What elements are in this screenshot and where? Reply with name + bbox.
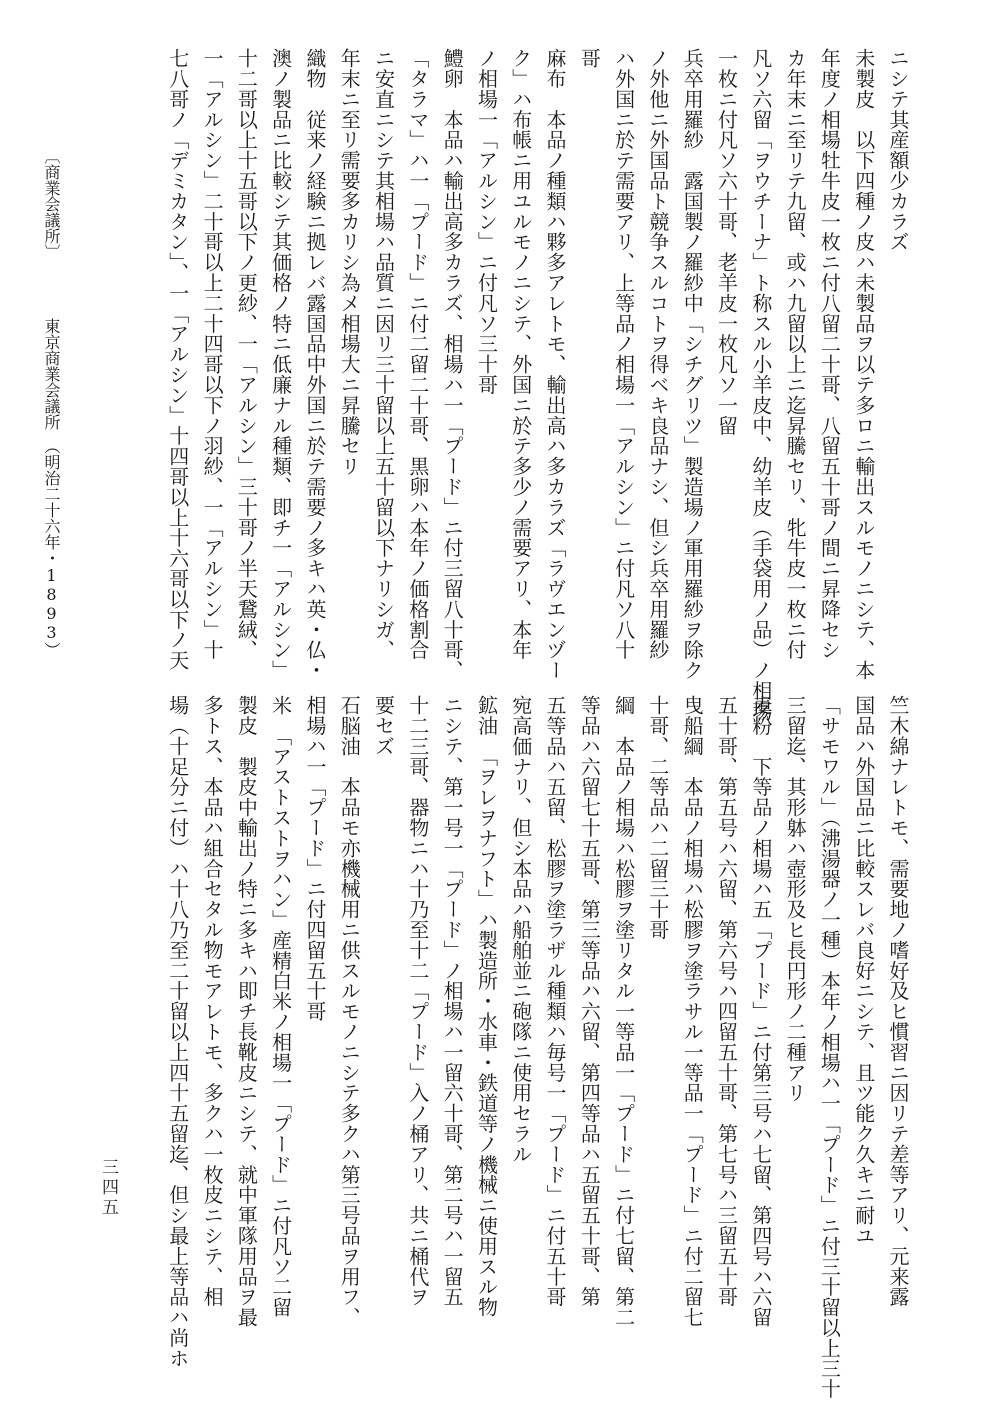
- text-line: 国品ハ外国品ニ比較スレバ良好ニシテ、且ツ能ク久キニ耐ユ: [851, 695, 876, 1246]
- text-line: ニシテ、第一号一「プード」ノ相場ハ一留六十哥、第二号ハ一留五: [440, 695, 465, 1307]
- text-line: 等品ハ六留七十五哥、第三等品ハ六留、第四等品ハ五留五十哥、第: [577, 695, 602, 1307]
- text-line: 哥: [577, 48, 602, 69]
- text-line: 年度ノ相場牡牛皮一枚ニ付八留二十哥、八留五十哥ノ間ニ昇降セシ: [817, 48, 842, 660]
- text-line: カ年末ニ至リテ九留、或ハ九留以上ニ迄昇騰セリ、牝牛皮一枚ニ付: [783, 48, 808, 660]
- text-line: 鉱油 「ヲレヲナフト」ハ製造所・水車・鉄道等ノ機械ニ使用スル物: [474, 695, 499, 1318]
- text-line: 兵卒用羅紗 露国製ノ羅紗中「シチグリツ」製造場ノ軍用羅紗ヲ除ク: [680, 48, 705, 681]
- text-line: 場（十足分ニ付）ハ十八乃至二十留以上四十五留迄、但シ最上等品ハ尚ホ: [165, 695, 190, 1369]
- text-line: 鱧卵 本品ハ輸出高多カラズ、相場ハ一「プード」ニ付三留八十哥、: [440, 48, 465, 681]
- text-line: 五十哥、第五号ハ六留、第六号ハ四留五十哥、第七号ハ三留五十哥: [714, 695, 739, 1307]
- text-line: 曳船綱 本品ノ相場ハ松膠ヲ塗ラサル一等品一「プード」ニ付二留七: [680, 695, 705, 1328]
- text-line: 相場ハ一「プード」ニ付四留五十哥: [302, 695, 327, 1022]
- text-line: 一「アルシン」二十哥以上二十四哥以下ノ羽紗、一「アルシン」十: [200, 48, 225, 660]
- text-line: ニシテ其産額少カラズ: [886, 48, 910, 252]
- text-line: 十二三哥、器物ニハ十乃至十二「プード」入ノ桶アリ、共ニ桶代ヲ: [405, 695, 430, 1307]
- lower-text-block: [105, 695, 915, 1399]
- text-line: 「サモワル」（沸湯器ノ一種）本年ノ相場ハ一「プード」ニ付三十留以上三十: [817, 695, 842, 1399]
- text-line: 年末ニ至リ需要多カリシ為メ相場大ニ昇騰セリ: [337, 48, 362, 477]
- text-line: 五等品ハ五留、松膠ヲ塗ラザル種類ハ毎号一「プード」ニ付五十哥: [543, 695, 568, 1307]
- text-line: 米 「アストストヲハン」産精白米ノ相場一「プード」ニ付凡ソ二留: [268, 695, 293, 1318]
- publisher-label: 東京商業会議所 （明治二十六年・1893）: [42, 318, 61, 658]
- text-line: 澳ノ製品ニ比較シテ其価格ノ特ニ低廉ナル種類、即チ一「アルシン」: [268, 48, 293, 681]
- text-line: ニ安直ニシテ其相場ハ品質ニ因リ三十留以上五十留以下ナリシガ、: [371, 48, 396, 660]
- text-line: 麦粉 下等品ノ相場ハ五「プード」ニ付第三号ハ七留、第四号ハ六留: [748, 695, 773, 1328]
- text-line: 多トス、本品ハ組合セタル物モアレトモ、多クハ一枚皮ニシテ、相: [200, 695, 225, 1307]
- text-line: 石脳油 本品モ亦機械用ニ供スルモノニシテ多クハ第三号品ヲ用フ、: [337, 695, 362, 1328]
- text-line: 一枚ニ付凡ソ六十哥、老羊皮一枚凡ソ一留: [714, 48, 739, 436]
- text-line: 製皮 製皮中輸出ノ特ニ多キハ即チ長靴皮ニシテ、就中軍隊用品ヲ最: [234, 695, 259, 1328]
- source-label: 〔商業会議所〕: [42, 148, 61, 260]
- text-line: ノ外他ニ外国品ト競争スルコトヲ得ベキ良品ナシ、但シ兵卒用羅紗: [645, 48, 670, 660]
- text-line: 七八哥ノ「デミカタン」、一「アルシン」十四哥以上十六哥以下ノ天: [165, 48, 190, 671]
- upper-text-block: [45, 48, 915, 722]
- text-line: 三留迄、其形躰ハ壺形及ヒ長円形ノ二種アリ: [783, 695, 808, 1103]
- text-line: ハ外国ニ於テ需要アリ、上等品ノ相場一「アルシン」ニ付凡ソ八十: [611, 48, 636, 660]
- text-line: 「タラマ」ハ一「プード」ニ付二留二十哥、黒卵ハ本年ノ価格割合: [405, 48, 430, 660]
- text-line: 十哥、二等品ハ二留三十哥: [645, 695, 670, 940]
- text-line: 竺木綿ナレトモ、需要地ノ嗜好及ヒ慣習ニ因リテ差等アリ、元来露: [886, 695, 910, 1307]
- text-line: 織物 従来ノ経験ニ拠レバ露国品中外国ニ於テ需要ノ多キハ英・仏・: [302, 48, 327, 681]
- text-line: 十二哥以上十五哥以下ノ更紗、一「アルシン」三十哥ノ半天鵞絨、: [234, 48, 259, 660]
- text-line: ノ相場一「アルシン」ニ付凡ソ三十哥: [474, 48, 499, 395]
- page-number: 三四五: [98, 1158, 118, 1218]
- text-line: ク」ハ布帳ニ用ユルモノニシテ、外国ニ於テ多少ノ需要アリ、本年: [508, 48, 533, 660]
- text-line: 未製皮 以下四種ノ皮ハ未製品ヲ以テ多ロニ輸出スルモノニシテ、本: [851, 48, 876, 681]
- text-line: 麻布 本品ノ種類ハ夥多アレトモ、輸出高ハ多カラズ「ラヴエンヅー: [543, 48, 568, 681]
- text-line: 要セズ: [371, 695, 396, 757]
- text-line: 宛高価ナリ、但シ本品ハ船舶並ニ砲隊ニ使用セラル: [508, 695, 533, 1165]
- text-line: 凡ソ六留「ヲウチーナ」ト称スル小羊皮中、幼羊皮（手袋用ノ品）ノ相場: [748, 48, 773, 722]
- text-line: 綱 本品ノ相場ハ松膠ヲ塗リタル一等品一「プード」ニ付七留、第二: [611, 695, 636, 1328]
